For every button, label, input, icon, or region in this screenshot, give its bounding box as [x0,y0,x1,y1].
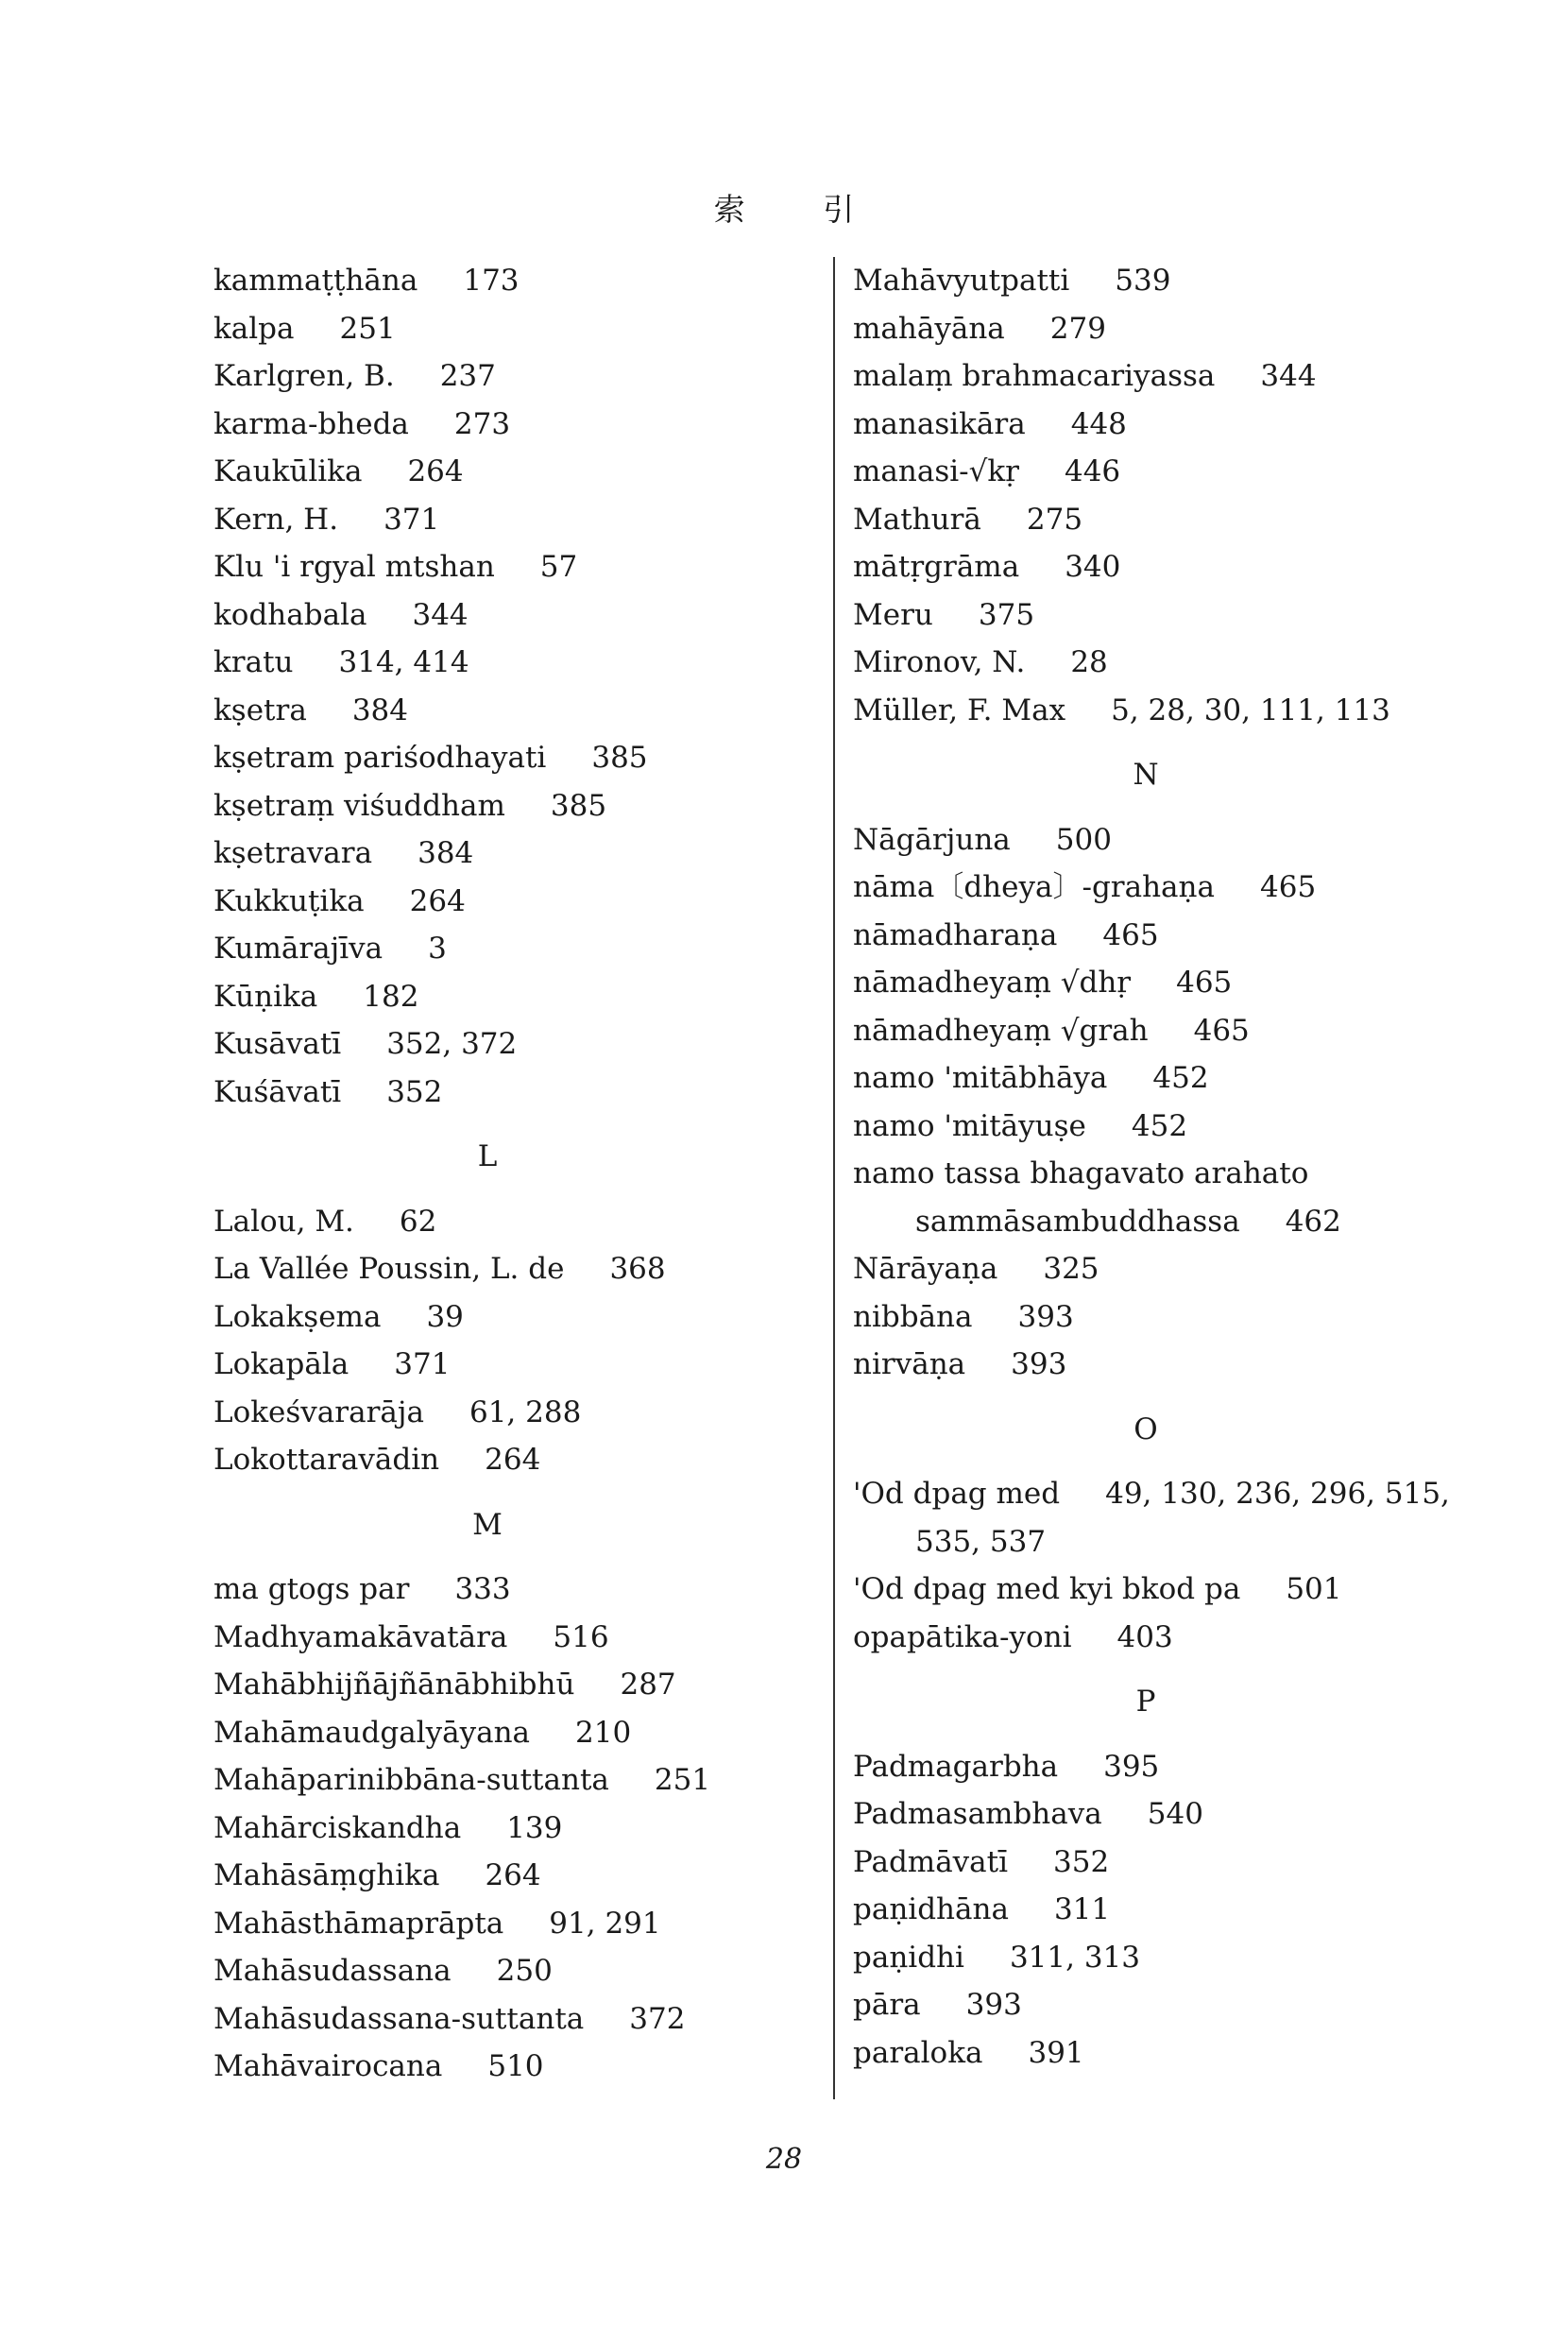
entry-pages: 393 [1017,1299,1074,1334]
entry-term: nāmadharaṇa [853,917,1058,952]
entry-pages: 251 [654,1763,711,1797]
entry-pages: 250 [496,1954,553,1988]
entry-pages: 287 [620,1668,676,1702]
entry-pages: 372 [629,2001,686,2036]
entry-pages: 264 [407,454,464,488]
index-entry [853,1245,1439,1293]
index-entry [213,1293,799,1342]
entry-term: nirvāṇa [853,1347,966,1381]
entry-term: Mahāmaudgalyāyana [213,1715,531,1750]
entry-term: Mironov, N. [853,645,1026,679]
index-entry [213,1947,799,1995]
index-entry [853,1743,1439,1791]
entry-pages: 539 [1115,264,1171,298]
index-entry [213,1614,799,1662]
page-number: 28 [765,2143,803,2176]
entry-pages: 39 [426,1299,464,1334]
entry-term: mahāyāna [853,311,1005,346]
entry-pages: 510 [487,2049,544,2083]
index-entry [213,830,799,878]
index-entry [853,1790,1439,1839]
entry-pages: 264 [485,1858,541,1892]
entry-pages: 333 [454,1572,511,1606]
entry-pages: 273 [453,406,511,441]
entry-term: nāmadheyaṃ √grah [853,1013,1149,1048]
entry-term: namo 'mitābhāya [853,1061,1108,1095]
index-entry [853,864,1439,912]
index-entry [213,1805,799,1853]
index-entry [213,925,799,973]
entry-pages: 62 [399,1204,437,1239]
index-entry [853,448,1439,496]
index-entry [213,1198,799,1246]
column-divider [833,257,835,2099]
entry-pages: 182 [363,979,419,1014]
entry-pages: 49, 130, 236, 296, 515, [1105,1477,1450,1511]
entry-pages: 91, 291 [549,1906,661,1941]
index-entry [213,782,799,830]
entry-term: kodhabala [213,597,367,632]
index-entry [213,1995,799,2044]
index-entry [853,401,1439,449]
entry-pages: 3 [428,932,447,966]
index-entry [213,1900,799,1948]
index-entry [853,816,1439,864]
entry-pages: 279 [1049,311,1106,346]
entry-pages: 28 [1070,645,1108,679]
entry-term: Nāgārjuna [853,822,1011,857]
entry-term: Kusāvatī [213,1027,342,1061]
entry-term: kṣetraṃ viśuddham [213,788,505,823]
entry-term: Mahāvairocana [213,2049,443,2083]
entry-pages: 340 [1065,550,1121,584]
section-letter: M [472,1507,503,1542]
index-entry [853,496,1439,544]
entry-term: namo tassa bhagavato arahato [853,1156,1309,1190]
index-entry [213,1069,799,1117]
entry-term: Nārāyaṇa [853,1252,998,1286]
index-entry [213,1020,799,1069]
index-entry [213,1709,799,1757]
index-entry [853,1934,1439,1982]
index-entry [853,1981,1439,2029]
index-entry [213,734,799,782]
index-entry [213,305,799,353]
entry-pages: 352 [1053,1844,1110,1879]
index-entry [853,352,1439,401]
entry-term: sammāsambuddhassa [915,1204,1240,1239]
entry-term: Padmagarbha [853,1749,1059,1784]
index-entry [853,591,1439,640]
entry-pages: 371 [394,1347,451,1381]
entry-term: pāra [853,1988,921,2022]
entry-term: Mahāsāṃghika [213,1858,440,1892]
entry-term: karma-bheda [213,406,409,441]
index-entry [853,543,1439,591]
index-entry [213,401,799,449]
entry-pages: 237 [439,359,496,393]
entry-pages: 462 [1285,1204,1341,1239]
entry-pages: 393 [1011,1347,1067,1381]
header-left-char: 索 [713,191,745,228]
entry-pages: 5, 28, 30, 111, 113 [1111,693,1390,727]
entry-pages: 465 [1193,1013,1250,1048]
index-entry [853,305,1439,353]
entry-pages: 344 [412,597,469,632]
entry-pages: 465 [1102,917,1159,952]
index-entry [853,1103,1439,1151]
entry-term: nibbāna [853,1299,973,1334]
entry-pages: 375 [978,597,1035,632]
index-entry [853,1341,1439,1389]
index-entry [853,1007,1439,1055]
entry-term: malaṃ brahmacariyassa [853,359,1216,393]
entry-term: Kumārajīva [213,932,383,966]
entry-term: Kuśāvatī [213,1074,342,1109]
entry-term: 535, 537 [915,1524,1047,1559]
section-letter: N [1133,758,1159,792]
entry-term: Meru [853,597,933,632]
entry-term: kalpa [213,311,295,346]
entry-term: Mahāsthāmaprāpta [213,1906,504,1941]
entry-term: ma gtogs par [213,1572,410,1606]
index-entry [213,257,799,305]
index-entry [853,1470,1450,1518]
entry-pages: 210 [575,1715,632,1750]
index-entry [213,1852,799,1900]
entry-pages: 311, 313 [1009,1940,1140,1975]
entry-term: Mahāsudassana [213,1954,452,1988]
entry-term: La Vallée Poussin, L. de [213,1252,565,1286]
entry-term: kṣetravara [213,836,373,870]
header-right-char: 引 [823,191,855,228]
entry-pages: 393 [965,1988,1022,2022]
entry-pages: 371 [383,502,440,537]
entry-term: Padmasambhava [853,1797,1102,1831]
entry-pages: 251 [339,311,396,346]
entry-term: paraloka [853,2035,983,2070]
entry-term: kṣetra [213,693,307,727]
entry-pages: 384 [351,693,408,727]
entry-pages: 385 [550,788,607,823]
index-entry [213,496,799,544]
entry-pages: 446 [1064,454,1121,488]
entry-pages: 465 [1176,966,1233,1000]
section-letter: P [1135,1685,1156,1719]
entry-pages: 264 [485,1443,541,1477]
index-entry [213,2043,799,2091]
index-column-right [853,257,1450,2077]
entry-term: Lalou, M. [213,1204,354,1239]
entry-term: Mahārciskandha [213,1810,462,1845]
entry-term: Müller, F. Max [853,693,1066,727]
entry-term: kammaṭṭhāna [213,264,418,298]
index-entry [853,687,1439,735]
section-letter: O [1133,1412,1158,1446]
entry-pages: 352, 372 [386,1027,518,1061]
entry-term: nāma〔dheya〕-grahaṇa [853,870,1215,904]
entry-term: Kūṇika [213,979,318,1014]
index-entry [213,687,799,735]
entry-term: Mahābhijñājñānābhibhū [213,1668,575,1702]
entry-term: manasi-√kṛ [853,454,1019,488]
index-entry [853,1054,1439,1103]
index-entry [213,973,799,1021]
page-header [0,185,1568,230]
entry-pages: 465 [1260,870,1317,904]
index-entry [853,1886,1439,1934]
index-entry [853,912,1439,960]
entry-pages: 368 [609,1252,666,1286]
index-column-left [213,257,799,2091]
index-entry [853,639,1439,687]
entry-term: Karlgren, B. [213,359,395,393]
entry-pages: 452 [1131,1108,1188,1143]
entry-term: Lokakṣema [213,1299,382,1334]
entry-term: opapātika-yoni [853,1619,1072,1654]
index-entry [853,1614,1439,1662]
entry-term: Mahāparinibbāna-suttanta [213,1763,609,1797]
section-letter: L [477,1139,498,1173]
index-entry [213,639,799,687]
entry-term: Mahāvyutpatti [853,264,1070,298]
entry-pages: 516 [553,1619,609,1654]
entry-pages: 61, 288 [469,1394,582,1429]
index-entry [213,448,799,496]
index-entry [853,2029,1439,2078]
entry-term: 'Od dpag med [853,1477,1061,1511]
index-entry [213,1389,799,1437]
entry-pages: 325 [1043,1252,1099,1286]
entry-term: kṣetram pariśodhayati [213,741,547,775]
entry-term: manasikāra [853,406,1026,441]
entry-term: Lokapāla [213,1347,349,1381]
entry-pages: 57 [539,550,578,584]
entry-pages: 403 [1116,1619,1173,1654]
entry-term: Klu 'i rgyal mtshan [213,550,495,584]
index-entry [213,1245,799,1293]
entry-pages: 391 [1028,2035,1084,2070]
index-entry [853,1150,1439,1198]
entry-pages: 352 [386,1074,443,1109]
index-entry [213,591,799,640]
entry-pages: 540 [1147,1797,1203,1831]
entry-pages: 500 [1055,822,1112,857]
entry-pages: 139 [506,1810,563,1845]
index-entry [213,1566,799,1614]
index-entry-continuation [853,1198,1439,1246]
entry-pages: 311 [1053,1892,1111,1926]
entry-pages: 448 [1070,406,1127,441]
entry-pages: 314, 414 [338,645,469,679]
entry-pages: 344 [1260,359,1317,393]
index-entry [853,1293,1439,1342]
index-entry [213,352,799,401]
entry-term: Kern, H. [213,502,339,537]
entry-pages: 384 [418,836,474,870]
entry-pages: 501 [1286,1572,1342,1606]
entry-pages: 395 [1103,1749,1160,1784]
entry-term: Mahāsudassana-suttanta [213,2001,585,2036]
entry-term: Kukkuṭika [213,883,365,918]
entry-pages: 173 [463,264,520,298]
index-entry [213,543,799,591]
entry-pages: 264 [409,883,466,918]
index-entry [213,878,799,926]
entry-term: Lokeśvararāja [213,1394,424,1429]
entry-pages: 452 [1152,1061,1209,1095]
index-entry [213,1436,799,1484]
index-entry [213,1661,799,1709]
index-entry [853,1839,1439,1887]
entry-term: mātṛgrāma [853,550,1020,584]
entry-term: 'Od dpag med kyi bkod pa [853,1572,1241,1606]
index-entry [213,1341,799,1389]
entry-pages: 275 [1026,502,1083,537]
entry-term: kratu [213,645,294,679]
entry-term: Madhyamakāvatāra [213,1619,508,1654]
entry-term: namo 'mitāyuṣe [853,1108,1086,1143]
entry-term: Mathurā [853,502,981,537]
entry-term: nāmadheyaṃ √dhṛ [853,966,1132,1000]
entry-term: paṇidhi [853,1940,964,1975]
index-entry [213,1756,799,1805]
entry-term: paṇidhāna [853,1892,1009,1926]
entry-term: Kaukūlika [213,454,363,488]
index-entry-continuation [853,1518,1439,1566]
index-entry [853,257,1439,305]
index-entry [853,959,1439,1007]
index-entry [853,1566,1439,1614]
entry-term: Lokottaravādin [213,1443,440,1477]
entry-term: Padmāvatī [853,1844,1009,1879]
entry-pages: 385 [591,741,648,775]
